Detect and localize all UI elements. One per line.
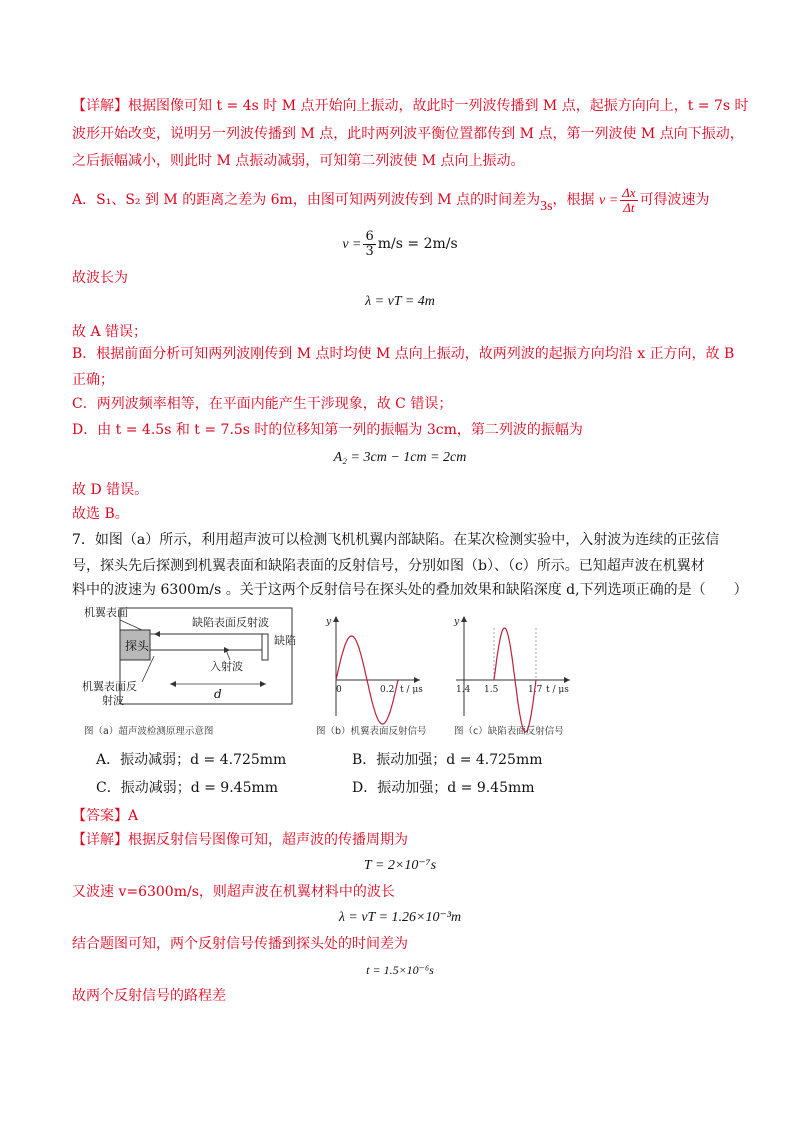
defect-label: 缺陷	[274, 634, 296, 647]
optD-line1: D．由 t = 4.5s 和 t = 7.5s 时的位移知第一列的振幅为 3cm，第二列波的振幅为	[72, 422, 583, 438]
figure-a-caption: 图（a）超声波检测原理示意图	[84, 726, 214, 737]
figure-b	[316, 616, 427, 737]
choice-c[interactable]: C．振动减弱；d = 9.45mm	[96, 780, 279, 796]
optD-line3: 故选 B。	[72, 506, 129, 522]
probe-label: 探头	[125, 639, 150, 653]
explain-tag: 【详解】	[72, 98, 128, 114]
figure-a	[82, 605, 296, 737]
defect-marker	[262, 634, 268, 660]
wing-surface-label: 机翼表面	[84, 606, 128, 619]
figure-c	[453, 616, 570, 737]
equation-wavelength-2: λ = vT = 1.26×10⁻³m	[338, 910, 462, 925]
optB-line2: 正确；	[72, 372, 114, 388]
optD-line2: 故 D 错误。	[72, 482, 149, 498]
optC-line1: C．两列波频率相等，在平面内能产生干涉现象，故 C 错误；	[72, 396, 453, 412]
equation-wavelength: λ = vT = 4m	[365, 294, 435, 309]
choice-b[interactable]: B．振动加强；d = 4.725mm	[352, 752, 543, 768]
fig-c-tick-1.7: 1.7	[528, 685, 543, 695]
defect-reflect-label: 缺陷表面反射波	[192, 616, 269, 629]
surface-reflect-label-1: 机翼表面反	[82, 680, 137, 693]
fig-b-tick-0.2: 0.2	[380, 685, 395, 695]
equation-amplitude: A₂ = 3cm − 1cm = 2cm	[333, 450, 467, 465]
fig-c-tick-1.5: 1.5	[484, 685, 499, 695]
arrow-left-icon	[154, 631, 160, 637]
figure-b-caption: 图（b）机翼表面反射信号	[316, 726, 427, 737]
optA-line1: A．S₁、S₂ 到 M 的距离之差为 6m，由图可知两列波传到 M 点的时间差为3s，根据 v = $\frac{\Delta x}{\Delta t}$ 可得波速为	[72, 184, 710, 215]
svg-text:y: y	[454, 617, 460, 627]
answer-line: 【答案】A	[72, 808, 139, 824]
equation-period: T = 2×10⁻⁷s	[363, 858, 437, 873]
fig-c-tick-1.4: 1.4	[456, 685, 471, 695]
optA-line3: 故 A 错误；	[72, 324, 148, 340]
explain2-line1: 【详解】根据反射信号图像可知，超声波的传播周期为	[72, 832, 408, 848]
choice-d[interactable]: D．振动加强；d = 9.45mm	[352, 780, 535, 796]
explain1-line3: 之后振幅减小，则此时 M 点振动减弱，可知第二列波使 M 点向上振动。	[72, 153, 525, 169]
equation-time-diff: t = 1.5×10⁻⁶s	[366, 963, 434, 977]
fig-b-tick-0: 0	[336, 685, 342, 695]
optA-line2: 故波长为	[72, 270, 128, 286]
q7-line2: 号，探头先后探测到机翼表面和缺陷表面的反射信号，分别如图（b）、（c）所示。已知超声波在机翼材	[72, 558, 705, 574]
explain2-line2: 又波速 v=6300m/s，则超声波在机翼材料中的波长	[72, 884, 395, 900]
q7-figure-svg	[80, 604, 580, 744]
surface-reflect-label-2: 射波	[102, 694, 124, 707]
explain2-line4: 故两个反射信号的路程差	[72, 988, 226, 1004]
explain1-line2: 波形开始改变，说明另一列波传播到 M 点，此时两列波平衡位置都传到 M 点，第一列波使 M 点向下振动，	[72, 126, 744, 142]
figure-c-caption: 图（c）缺陷表面反射信号	[454, 726, 564, 737]
fig-c-unit: t / μs	[546, 685, 569, 695]
q7-line1: 7．如图（a）所示，利用超声波可以检测飞机机翼内部缺陷。在某次检测实验中，入射波为连续的正弦信	[72, 532, 720, 548]
q7-line3: 料中的波速为 6300m/s 。关于这两个反射信号在探头处的叠加效果和缺陷深度 d,下列选项正确的是（ ）	[72, 582, 748, 598]
incident-label: 入射波	[210, 660, 243, 673]
depth-label: d	[214, 687, 222, 701]
q7-figure	[80, 604, 580, 744]
equation-velocity: v = $\frac{6}{3}$ m/s = 2m/s	[342, 228, 458, 259]
choice-a[interactable]: A．振动减弱；d = 4.725mm	[96, 752, 287, 768]
optB-line1: B．根据前面分析可知两列波刚传到 M 点时均使 M 点向上振动，故两列波的起振方向均沿 x 正方向，故 B	[72, 346, 735, 362]
fig-b-unit: t / μs	[400, 685, 423, 695]
explain1-line1: 【详解】根据图像可知 t = 4s 时 M 点开始向上振动，故此时一列波传播到 M 点，起振方向向上，t = 7s 时	[72, 98, 749, 114]
svg-text:y: y	[326, 617, 332, 627]
velocity-fraction: $\frac{\Delta x}{\Delta t}$	[622, 184, 636, 215]
explain2-line3: 结合题图可知，两个反射信号传播到探头处的时间差为	[72, 936, 408, 952]
